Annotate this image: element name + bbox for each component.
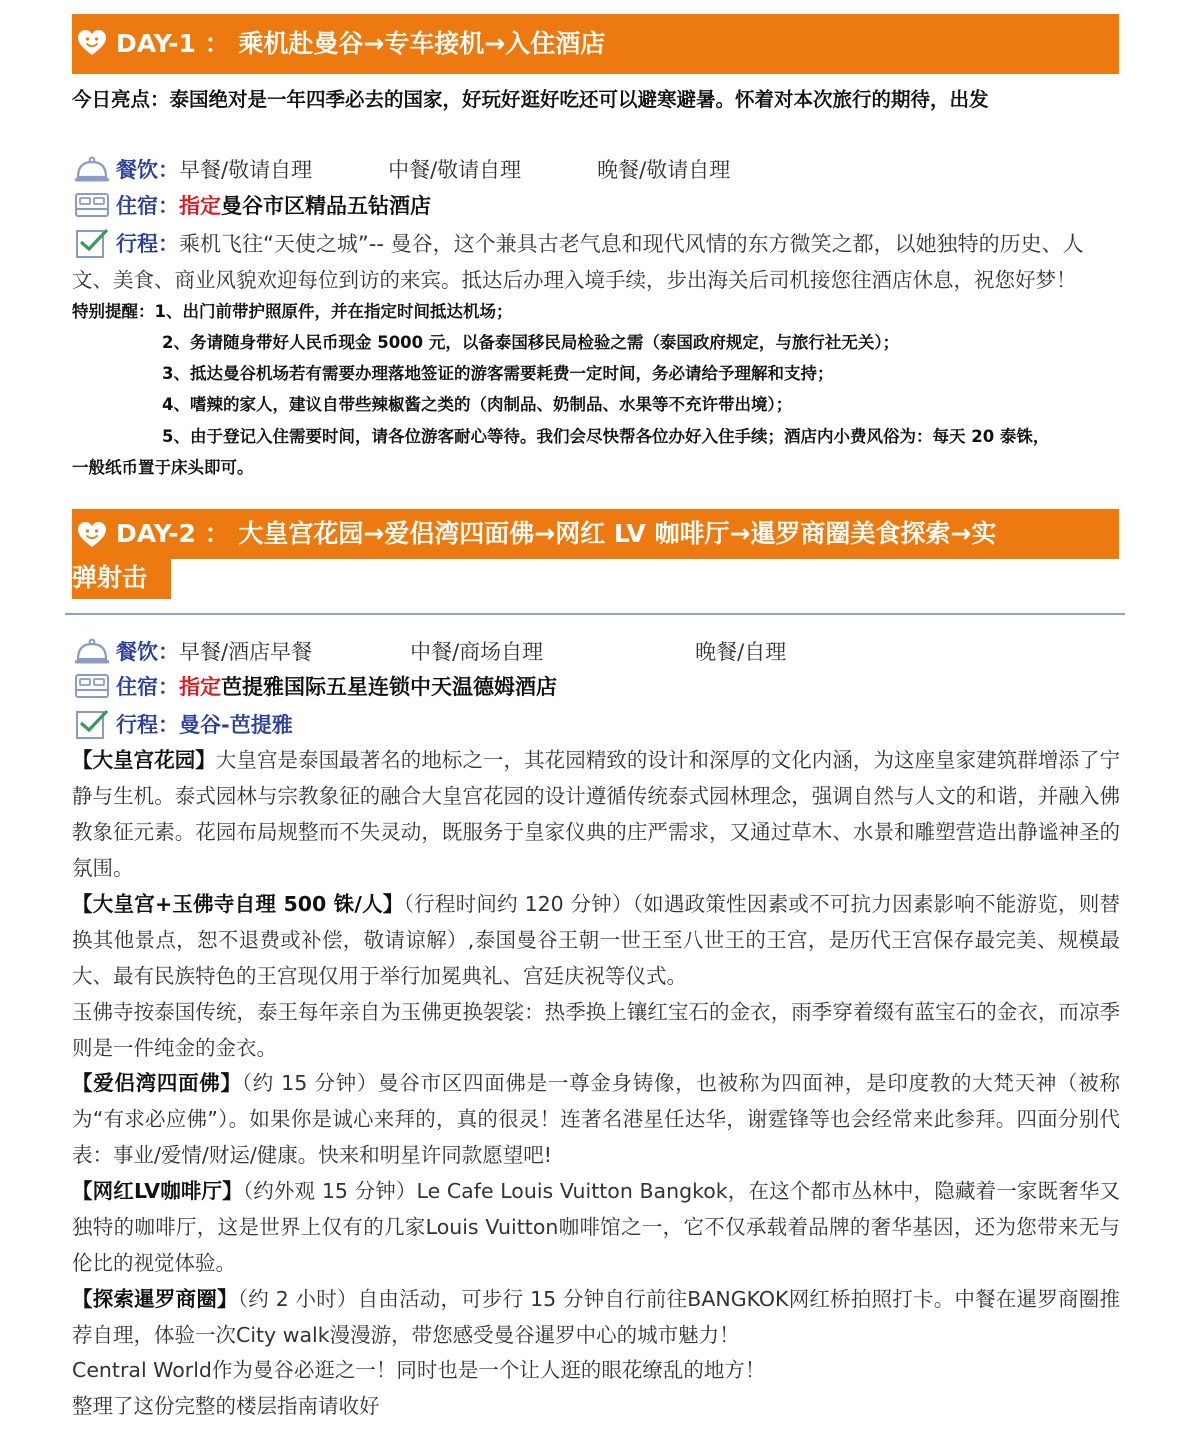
day1-note-4: 4、嗜辣的家人，建议自带些辣椒酱之类的（肉制品、奶制品、水果等不充许带出境）；: [162, 395, 793, 414]
day1-route-row: [74, 225, 1084, 261]
day2-title-line1: DAY-2 ： 大皇宫花园→爱侣湾四面佛→网红 LV 咖啡厅→暹罗商圈美食探索→实: [116, 519, 997, 548]
paragraph-text: （约外观 15 分钟）Le Cafe Louis Vuitton Bangkok，在这个都市丛林中，隐藏着一家既奢华又独特的咖啡厅，这是世界上仅有的几家Louis Vuitton咖啡馆之一，它不仅承载着品牌的奢华基因，还为您带来无与伦比的视觉体验。: [72, 1179, 1120, 1275]
heart-icon: [78, 30, 106, 56]
day2-paragraph-floor-guide: [72, 1388, 1120, 1424]
paragraph-text: （约 15 分钟）曼谷市区四面佛是一尊金身铸像，也被称为四面神，是印度教的大梵天神（被称为“有求必应佛”）。如果你是诚心来拜的，真的很灵！连著名港星任达华，谢霆锋等也会经常来此参拜。四面分别代表：事业/爱情/财运/健康。快来和明星许同款愿望吧!: [72, 1071, 1120, 1167]
day2-meals-label: 餐饮：: [116, 640, 179, 664]
day2-stay-label: 住宿：: [116, 675, 179, 699]
day2-paragraph-grand-palace-garden: [72, 742, 1120, 886]
paragraph-text: （行程时间约 120 分钟）（如遇政策性因素或不可抗力因素影响不能游览，则替换其他景点，恕不退费或补偿，敬请谅解）,泰国曼谷王朝一世王至八世王的王宫，是历代王宫保存最完美、规模最大、最有民族特色的王宫现仅用于举行加冕典礼、宫廷庆祝等仪式。: [72, 892, 1120, 988]
day2-stay-value: 芭提雅国际五星连锁中天温德姆酒店: [221, 675, 557, 699]
day1-note-1: 特别提醒：1、出门前带护照原件，并在指定时间抵达机场；: [72, 302, 513, 321]
day2-dinner: 晚餐/自理: [695, 640, 787, 664]
paragraph-text: 大皇宫是泰国最著名的地标之一，其花园精致的设计和深厚的文化内涵，为这座皇家建筑群增添了宁静与生机。泰式园林与宗教象征的融合大皇宫花园的设计遵循传统泰式园林理念，强调自然与人文的和谐，并融入佛教象征元素。花园布局规整而不失灵动，既服务于皇家仪典的庄严需求，又通过草木、水景和雕塑营造出静谧神圣的氛围。: [72, 748, 1121, 880]
day2-stay-row: [74, 670, 557, 702]
day1-route-line2: 文、美食、商业风貌欢迎每位到访的来宾。抵达后办理入境手续，步出海关后司机接您往酒店休息，祝您好梦！: [72, 268, 1077, 292]
day2-paragraph-central-world: [72, 1352, 1120, 1388]
day2-route-value: 曼谷-芭提雅: [179, 713, 293, 737]
day1-route-label: 行程：: [116, 232, 179, 256]
day2-stay-prefix: 指定: [179, 675, 221, 699]
day1-banner: [72, 14, 1119, 74]
paragraph-title: 【大皇宫+玉佛寺自理 500 铢/人】: [72, 892, 404, 916]
day2-paragraph-grand-palace-ticket: [72, 886, 1120, 994]
day2-paragraph-emerald-buddha: [72, 994, 1120, 1066]
day1-stay-value: 曼谷市区精品五钻酒店: [221, 194, 431, 218]
day2-route-label: 行程：: [116, 713, 179, 737]
day1-note-5: 5、由于登记入住需要时间，请各位游客耐心等待。我们会尽快帮各位办好入住手续；酒店内小费风俗为：每天 20 泰铢，: [162, 427, 1050, 446]
checklist-icon: [74, 709, 110, 739]
day1-breakfast: 早餐/敬请自理: [179, 158, 313, 182]
cloche-icon: [74, 636, 110, 666]
day1-meals-label: 餐饮：: [116, 158, 179, 182]
day2-banner-line2: [72, 559, 171, 599]
day2-paragraph-siam: [72, 1281, 1120, 1353]
day2-title-line2: 弹射击: [72, 563, 148, 592]
paragraph-title: 【爱侣湾四面佛】: [72, 1071, 242, 1095]
day1-note-2: 2、务请随身带好人民币现金 5000 元，以备泰国移民局检验之需（泰国政府规定，与旅行社无关）；: [162, 333, 900, 352]
day1-dinner: 晚餐/敬请自理: [597, 158, 731, 182]
bed-icon: [74, 671, 110, 701]
paragraph-title: 【网红LV咖啡厅】: [72, 1179, 243, 1203]
day2-meals-row: [74, 635, 786, 667]
cloche-icon: [74, 154, 110, 184]
day1-highlight: 今日亮点：泰国绝对是一年四季必去的国家，好玩好逛好吃还可以避寒避暑。怀着对本次旅行的期待，出发: [72, 88, 989, 111]
day1-title: DAY-1 ： 乘机赴曼谷→专车接机→入住酒店: [116, 29, 606, 58]
day1-note-3: 3、抵达曼谷机场若有需要办理落地签证的游客需要耗费一定时间，务必请给予理解和支持；: [162, 364, 834, 383]
day1-stay-label: 住宿：: [116, 194, 179, 218]
heart-icon: [78, 522, 106, 548]
paragraph-text: 整理了这份完整的楼层指南请收好: [72, 1394, 380, 1418]
paragraph-text: （约 2 小时）自由活动，可步行 15 分钟自行前往BANGKOK网红桥拍照打卡。中餐在暹罗商圈推荐自理，体验一次City walk漫漫游，带您感受曼谷暹罗中心的城市魅力！: [72, 1287, 1120, 1347]
day1-meals-row: [74, 153, 730, 185]
paragraph-text: 玉佛寺按泰国传统，泰王每年亲自为玉佛更换袈裟：热季换上镶红宝石的金衣，雨季穿着缀有蓝宝石的金衣，而凉季则是一件纯金的金衣。: [72, 1000, 1120, 1060]
day2-breakfast: 早餐/酒店早餐: [179, 640, 313, 664]
bed-icon: [74, 190, 110, 220]
day1-stay-row: [74, 189, 431, 221]
day1-stay-prefix: 指定: [179, 194, 221, 218]
day2-paragraph-erawan-shrine: [72, 1065, 1120, 1173]
paragraph-title: 【探索暹罗商圈】: [72, 1287, 238, 1311]
checklist-icon: [74, 228, 110, 258]
day2-route-row: [74, 706, 293, 742]
day2-lunch: 中餐/商场自理: [410, 640, 544, 664]
day1-route-line1: 乘机飞往“天使之城”-- 曼谷，这个兼具古老气息和现代风情的东方微笑之都，以她独特的历史、人: [179, 232, 1084, 256]
paragraph-text: Central World作为曼谷必逛之一！同时也是一个让人逛的眼花缭乱的地方！: [72, 1358, 766, 1382]
day2-banner-line1: [72, 509, 1119, 559]
day2-paragraph-lv-cafe: [72, 1173, 1120, 1281]
day1-note-6: 一般纸币置于床头即可。: [72, 458, 254, 477]
section-divider: [65, 613, 1125, 615]
paragraph-title: 【大皇宫花园】: [72, 748, 216, 772]
day1-lunch: 中餐/敬请自理: [388, 158, 522, 182]
